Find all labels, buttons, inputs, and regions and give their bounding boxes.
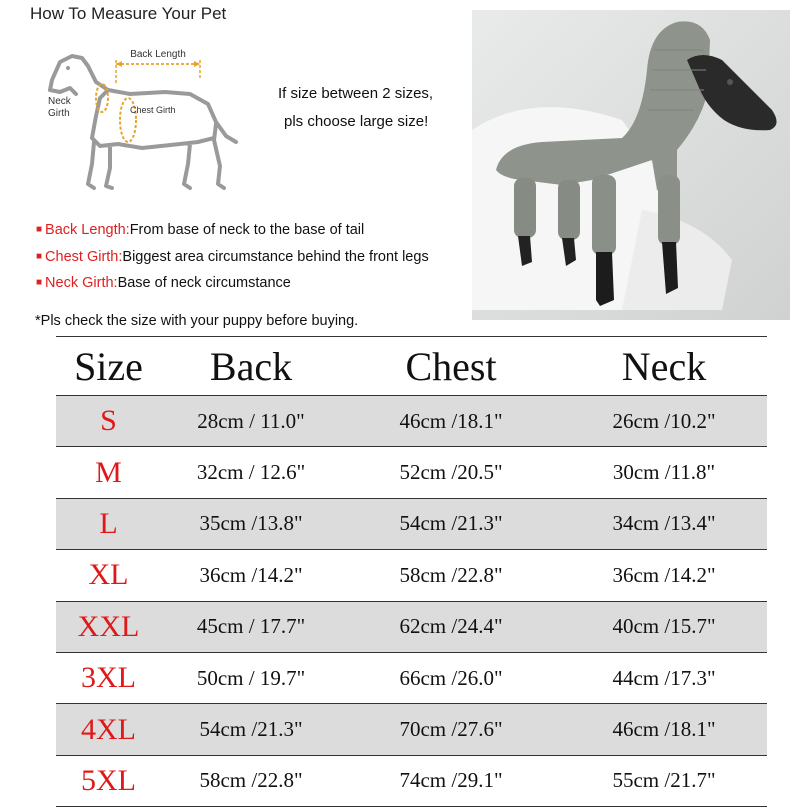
chest-cell: 54cm /21.3" <box>399 511 503 536</box>
size-cell: 3XL <box>81 661 136 695</box>
table-row <box>56 756 767 807</box>
dog-measurement-diagram <box>30 38 245 208</box>
neck-girth-label-1: Neck <box>48 96 71 107</box>
chest-cell: 58cm /22.8" <box>399 562 503 587</box>
neck-cell: 55cm /21.7" <box>612 768 716 793</box>
bullet-icon: ■ <box>36 224 43 235</box>
dog-outline-icon <box>50 56 236 188</box>
definition-chest-girth <box>36 249 429 265</box>
definition-text: Biggest area circumstance behind the front legs <box>122 249 429 265</box>
table-row <box>56 602 767 653</box>
size-chart-table <box>56 336 767 807</box>
table-row <box>56 550 767 601</box>
size-cell: XXL <box>77 609 140 643</box>
back-cell: 58cm /22.8" <box>199 768 303 793</box>
dog-product-photo <box>472 10 790 320</box>
definition-term: Back Length: <box>45 222 130 238</box>
header-size: Size <box>74 343 143 389</box>
header-back: Back <box>209 343 293 389</box>
table-row <box>56 704 767 755</box>
chest-cell: 74cm /29.1" <box>399 768 503 793</box>
chest-cell: 46cm /18.1" <box>399 408 503 433</box>
table-row <box>56 499 767 550</box>
neck-cell: 30cm /11.8" <box>612 460 716 485</box>
bullet-icon: ■ <box>36 277 43 288</box>
table-row <box>56 653 767 704</box>
neck-cell: 34cm /13.4" <box>612 511 716 536</box>
neck-cell: 26cm /10.2" <box>612 408 716 433</box>
chest-cell: 62cm /24.4" <box>399 614 503 639</box>
neck-cell: 46cm /18.1" <box>612 717 716 742</box>
header-chest: Chest <box>405 343 497 389</box>
chest-cell: 66cm /26.0" <box>399 665 503 690</box>
size-cell: M <box>95 455 122 489</box>
size-cell: S <box>100 404 117 438</box>
back-length-label: Back Length <box>130 49 186 60</box>
back-cell: 54cm /21.3" <box>199 717 303 742</box>
back-cell: 45cm / 17.7" <box>196 614 306 639</box>
size-cell: XL <box>88 558 129 592</box>
chest-girth-label: Chest Girth <box>130 105 176 115</box>
neck-cell: 40cm /15.7" <box>612 614 716 639</box>
size-cell: 4XL <box>81 712 136 746</box>
size-tip-line-2: pls choose large size! <box>284 113 429 130</box>
bullet-icon: ■ <box>36 251 43 262</box>
size-tip-line-1: If size between 2 sizes, <box>278 85 434 102</box>
definition-text: From base of neck to the base of tail <box>129 222 365 238</box>
size-check-note: *Pls check the size with your puppy before buying. <box>35 313 359 329</box>
neck-girth-label-2: Girth <box>48 108 70 119</box>
size-tip <box>278 80 458 136</box>
chest-cell: 70cm /27.6" <box>399 717 503 742</box>
back-cell: 28cm / 11.0" <box>197 408 305 433</box>
back-cell: 36cm /14.2" <box>199 562 303 587</box>
definition-term: Chest Girth: <box>45 249 123 265</box>
chest-cell: 52cm /20.5" <box>399 460 503 485</box>
table-row <box>56 447 767 498</box>
table-header-row <box>56 336 767 396</box>
back-cell: 35cm /13.8" <box>199 511 303 536</box>
size-cell: 5XL <box>81 763 136 797</box>
definition-neck-girth <box>36 275 291 291</box>
back-cell: 32cm / 12.6" <box>196 460 306 485</box>
neck-cell: 44cm /17.3" <box>612 665 716 690</box>
definition-back-length <box>36 222 364 238</box>
neck-cell: 36cm /14.2" <box>612 562 716 587</box>
header-neck: Neck <box>621 343 707 389</box>
page-title: How To Measure Your Pet <box>30 4 227 23</box>
table-row <box>56 396 767 447</box>
definition-term: Neck Girth: <box>45 275 118 291</box>
definition-text: Base of neck circumstance <box>117 275 291 291</box>
back-cell: 50cm / 19.7" <box>196 665 306 690</box>
size-cell: L <box>99 506 118 540</box>
